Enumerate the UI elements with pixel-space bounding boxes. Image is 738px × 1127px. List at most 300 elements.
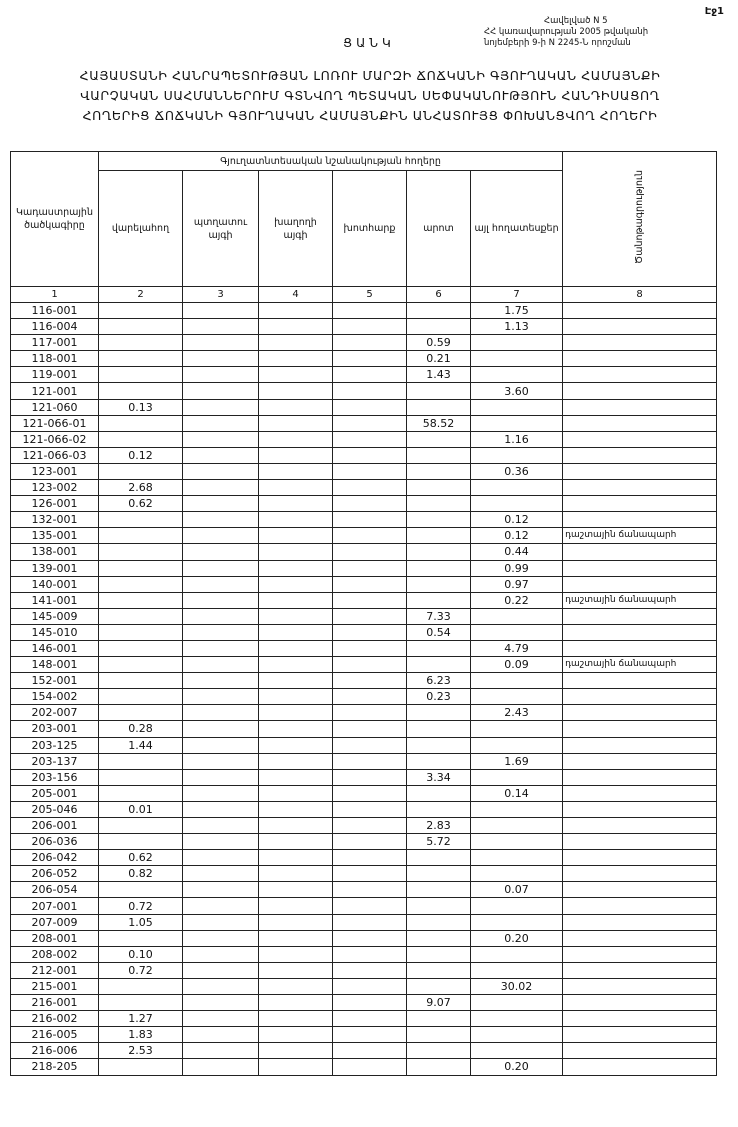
cell-note bbox=[563, 1027, 717, 1043]
cell-vineyard bbox=[259, 882, 333, 898]
cell-pasture bbox=[407, 560, 471, 576]
table-row bbox=[11, 447, 717, 463]
cell-hayfield bbox=[333, 978, 407, 994]
cell-pasture bbox=[407, 801, 471, 817]
cell-note bbox=[563, 882, 717, 898]
cell-vineyard bbox=[259, 834, 333, 850]
cell-note bbox=[563, 480, 717, 496]
column-number: 7 bbox=[471, 287, 563, 303]
cell-hayfield bbox=[333, 399, 407, 415]
cell-code: 216-006 bbox=[11, 1043, 99, 1059]
cell-code: 135-001 bbox=[11, 528, 99, 544]
cell-arable bbox=[99, 624, 183, 640]
cell-vineyard bbox=[259, 335, 333, 351]
header-pasture: արոտ bbox=[407, 171, 471, 287]
cell-other-land: 0.99 bbox=[471, 560, 563, 576]
cell-note bbox=[563, 946, 717, 962]
cell-code: 202-007 bbox=[11, 705, 99, 721]
cell-orchard bbox=[183, 544, 259, 560]
cell-pasture bbox=[407, 930, 471, 946]
header-hayfield: խոտհարք bbox=[333, 171, 407, 287]
cell-hayfield bbox=[333, 721, 407, 737]
cell-pasture bbox=[407, 319, 471, 335]
cell-other-land bbox=[471, 335, 563, 351]
land-table bbox=[10, 151, 717, 1076]
column-number: 4 bbox=[259, 287, 333, 303]
table-row bbox=[11, 480, 717, 496]
cell-arable bbox=[99, 560, 183, 576]
cell-code: 145-009 bbox=[11, 608, 99, 624]
cell-arable bbox=[99, 657, 183, 673]
cell-other-land: 30.02 bbox=[471, 978, 563, 994]
table-row bbox=[11, 399, 717, 415]
cell-arable bbox=[99, 592, 183, 608]
cell-hayfield bbox=[333, 480, 407, 496]
cell-vineyard bbox=[259, 480, 333, 496]
cell-code: 138-001 bbox=[11, 544, 99, 560]
cell-vineyard bbox=[259, 512, 333, 528]
cell-vineyard bbox=[259, 946, 333, 962]
cell-other-land bbox=[471, 399, 563, 415]
cell-code: 118-001 bbox=[11, 351, 99, 367]
cell-other-land: 0.20 bbox=[471, 930, 563, 946]
cell-arable bbox=[99, 1059, 183, 1075]
table-row bbox=[11, 431, 717, 447]
cell-note bbox=[563, 818, 717, 834]
cell-code: 146-001 bbox=[11, 640, 99, 656]
cell-orchard bbox=[183, 1043, 259, 1059]
cell-orchard bbox=[183, 1059, 259, 1075]
cell-hayfield bbox=[333, 512, 407, 528]
cell-other-land: 1.75 bbox=[471, 303, 563, 319]
cell-pasture bbox=[407, 383, 471, 399]
cell-arable bbox=[99, 608, 183, 624]
cell-note bbox=[563, 930, 717, 946]
cell-hayfield bbox=[333, 866, 407, 882]
cell-code: 206-052 bbox=[11, 866, 99, 882]
cell-vineyard bbox=[259, 850, 333, 866]
cell-vineyard bbox=[259, 1043, 333, 1059]
cell-other-land bbox=[471, 496, 563, 512]
cell-pasture bbox=[407, 431, 471, 447]
table-row bbox=[11, 351, 717, 367]
cell-other-land: 1.13 bbox=[471, 319, 563, 335]
cell-other-land: 0.97 bbox=[471, 576, 563, 592]
cell-hayfield bbox=[333, 1059, 407, 1075]
cell-hayfield bbox=[333, 962, 407, 978]
cell-arable bbox=[99, 335, 183, 351]
cell-code: 203-156 bbox=[11, 769, 99, 785]
cell-code: 116-004 bbox=[11, 319, 99, 335]
cell-hayfield bbox=[333, 673, 407, 689]
table-row bbox=[11, 801, 717, 817]
cell-other-land bbox=[471, 962, 563, 978]
cell-orchard bbox=[183, 624, 259, 640]
cell-pasture: 0.23 bbox=[407, 689, 471, 705]
cell-note bbox=[563, 673, 717, 689]
cell-pasture bbox=[407, 721, 471, 737]
cell-code: 121-066-03 bbox=[11, 447, 99, 463]
cell-arable bbox=[99, 705, 183, 721]
table-row bbox=[11, 914, 717, 930]
cell-other-land bbox=[471, 1011, 563, 1027]
cell-note: դաշտային ճանապարհ bbox=[563, 592, 717, 608]
cell-arable: 1.83 bbox=[99, 1027, 183, 1043]
cell-arable: 0.62 bbox=[99, 850, 183, 866]
table-row bbox=[11, 705, 717, 721]
cell-code: 206-001 bbox=[11, 818, 99, 834]
cell-other-land: 0.14 bbox=[471, 785, 563, 801]
cell-hayfield bbox=[333, 801, 407, 817]
cell-code: 203-125 bbox=[11, 737, 99, 753]
cell-pasture bbox=[407, 657, 471, 673]
table-row bbox=[11, 673, 717, 689]
cell-pasture bbox=[407, 850, 471, 866]
cell-arable: 1.05 bbox=[99, 914, 183, 930]
table-row bbox=[11, 866, 717, 882]
cell-vineyard bbox=[259, 1027, 333, 1043]
cell-hayfield bbox=[333, 528, 407, 544]
cell-hayfield bbox=[333, 995, 407, 1011]
cell-hayfield bbox=[333, 415, 407, 431]
cell-orchard bbox=[183, 818, 259, 834]
table-row bbox=[11, 1011, 717, 1027]
cell-note bbox=[563, 367, 717, 383]
table-row bbox=[11, 592, 717, 608]
cell-orchard bbox=[183, 946, 259, 962]
cell-arable bbox=[99, 431, 183, 447]
cell-pasture: 7.33 bbox=[407, 608, 471, 624]
column-number: 3 bbox=[183, 287, 259, 303]
cell-other-land: 0.12 bbox=[471, 528, 563, 544]
cell-arable: 1.44 bbox=[99, 737, 183, 753]
cell-note: դաշտային ճանապարհ bbox=[563, 528, 717, 544]
cell-note bbox=[563, 705, 717, 721]
cell-other-land: 3.60 bbox=[471, 383, 563, 399]
cell-hayfield bbox=[333, 560, 407, 576]
cell-arable: 0.10 bbox=[99, 946, 183, 962]
cell-note bbox=[563, 415, 717, 431]
cell-vineyard bbox=[259, 608, 333, 624]
cell-orchard bbox=[183, 560, 259, 576]
column-number: 8 bbox=[563, 287, 717, 303]
cell-vineyard bbox=[259, 978, 333, 994]
cell-orchard bbox=[183, 769, 259, 785]
column-number: 6 bbox=[407, 287, 471, 303]
cell-hayfield bbox=[333, 463, 407, 479]
cell-note bbox=[563, 769, 717, 785]
cell-hayfield bbox=[333, 319, 407, 335]
cell-pasture bbox=[407, 447, 471, 463]
cell-vineyard bbox=[259, 995, 333, 1011]
title-line-3: ՀՈՂԵՐԻՑ ՃՈՃԿԱՆԻ ԳՅՈՒՂԱԿԱՆ ՀԱՄԱՅՆՔԻՆ ԱՆՀԱՏՈՒՅՑ ՓՈԽԱՆՑՎՈՂ ՀՈՂԵՐԻ bbox=[82, 108, 658, 123]
cell-note bbox=[563, 914, 717, 930]
table-row bbox=[11, 737, 717, 753]
cell-arable: 0.12 bbox=[99, 447, 183, 463]
cell-note bbox=[563, 463, 717, 479]
cell-other-land: 4.79 bbox=[471, 640, 563, 656]
table-row bbox=[11, 528, 717, 544]
cell-note bbox=[563, 383, 717, 399]
cell-orchard bbox=[183, 930, 259, 946]
column-number: 5 bbox=[333, 287, 407, 303]
cell-arable bbox=[99, 415, 183, 431]
cell-other-land: 0.07 bbox=[471, 882, 563, 898]
cell-pasture bbox=[407, 785, 471, 801]
cell-hayfield bbox=[333, 946, 407, 962]
cell-note bbox=[563, 689, 717, 705]
cell-hayfield bbox=[333, 689, 407, 705]
cell-hayfield bbox=[333, 367, 407, 383]
cell-other-land bbox=[471, 367, 563, 383]
cell-orchard bbox=[183, 592, 259, 608]
table-row bbox=[11, 560, 717, 576]
cell-arable bbox=[99, 463, 183, 479]
table-row bbox=[11, 962, 717, 978]
cell-orchard bbox=[183, 689, 259, 705]
cell-vineyard bbox=[259, 930, 333, 946]
cell-vineyard bbox=[259, 657, 333, 673]
cell-pasture: 0.21 bbox=[407, 351, 471, 367]
cell-orchard bbox=[183, 1027, 259, 1043]
cell-pasture bbox=[407, 480, 471, 496]
cell-note bbox=[563, 995, 717, 1011]
cell-orchard bbox=[183, 721, 259, 737]
cell-hayfield bbox=[333, 640, 407, 656]
cell-orchard bbox=[183, 801, 259, 817]
cell-orchard bbox=[183, 753, 259, 769]
cell-code: 216-002 bbox=[11, 1011, 99, 1027]
cell-code: 140-001 bbox=[11, 576, 99, 592]
cell-hayfield bbox=[333, 544, 407, 560]
cell-code: 206-042 bbox=[11, 850, 99, 866]
cell-vineyard bbox=[259, 528, 333, 544]
cell-hayfield bbox=[333, 335, 407, 351]
cell-arable bbox=[99, 995, 183, 1011]
cell-orchard bbox=[183, 431, 259, 447]
cell-pasture bbox=[407, 512, 471, 528]
cell-code: 212-001 bbox=[11, 962, 99, 978]
cell-hayfield bbox=[333, 447, 407, 463]
cell-arable bbox=[99, 319, 183, 335]
cell-vineyard bbox=[259, 463, 333, 479]
cell-other-land bbox=[471, 801, 563, 817]
cell-hayfield bbox=[333, 576, 407, 592]
cell-vineyard bbox=[259, 962, 333, 978]
cell-vineyard bbox=[259, 496, 333, 512]
cell-vineyard bbox=[259, 818, 333, 834]
cell-arable bbox=[99, 930, 183, 946]
cell-note bbox=[563, 512, 717, 528]
cell-code: 132-001 bbox=[11, 512, 99, 528]
table-row bbox=[11, 753, 717, 769]
title-line-2: ՎԱՐՉԱԿԱՆ ՍԱՀՄԱՆՆԵՐՈՒՄ ԳՏՆՎՈՂ ՊԵՏԱԿԱՆ ՍԵՓԱԿԱՆՈՒԹՅՈՒՆ ՀԱՆԴԻՍԱՑՈՂ bbox=[80, 88, 660, 103]
cell-orchard bbox=[183, 528, 259, 544]
cell-other-land bbox=[471, 818, 563, 834]
cell-hayfield bbox=[333, 383, 407, 399]
cell-code: 121-001 bbox=[11, 383, 99, 399]
cell-orchard bbox=[183, 399, 259, 415]
column-numbers-row bbox=[11, 287, 717, 303]
cell-orchard bbox=[183, 303, 259, 319]
cell-orchard bbox=[183, 914, 259, 930]
cell-vineyard bbox=[259, 753, 333, 769]
table-row bbox=[11, 496, 717, 512]
cell-pasture bbox=[407, 496, 471, 512]
cell-hayfield bbox=[333, 737, 407, 753]
cell-vineyard bbox=[259, 721, 333, 737]
table-row bbox=[11, 335, 717, 351]
cell-note bbox=[563, 898, 717, 914]
table-row bbox=[11, 834, 717, 850]
cell-arable bbox=[99, 818, 183, 834]
cell-vineyard bbox=[259, 576, 333, 592]
document-heading: ՑԱՆԿ bbox=[343, 36, 395, 50]
cell-code: 141-001 bbox=[11, 592, 99, 608]
cell-orchard bbox=[183, 383, 259, 399]
table-row bbox=[11, 415, 717, 431]
cell-pasture bbox=[407, 463, 471, 479]
cell-other-land bbox=[471, 737, 563, 753]
cell-code: 121-066-01 bbox=[11, 415, 99, 431]
cell-orchard bbox=[183, 319, 259, 335]
cell-orchard bbox=[183, 1011, 259, 1027]
cell-code: 117-001 bbox=[11, 335, 99, 351]
cell-arable bbox=[99, 785, 183, 801]
table-row bbox=[11, 721, 717, 737]
table-row bbox=[11, 818, 717, 834]
annex-line-2: ՀՀ կառավարության 2005 թվականի bbox=[484, 27, 649, 37]
cell-pasture: 2.83 bbox=[407, 818, 471, 834]
cell-other-land bbox=[471, 721, 563, 737]
cell-note bbox=[563, 737, 717, 753]
cell-pasture bbox=[407, 978, 471, 994]
cell-orchard bbox=[183, 480, 259, 496]
cell-other-land bbox=[471, 415, 563, 431]
cell-pasture bbox=[407, 705, 471, 721]
cell-hayfield bbox=[333, 1011, 407, 1027]
cell-orchard bbox=[183, 673, 259, 689]
cell-vineyard bbox=[259, 399, 333, 415]
cell-other-land bbox=[471, 447, 563, 463]
cell-orchard bbox=[183, 850, 259, 866]
cell-other-land: 1.69 bbox=[471, 753, 563, 769]
cell-vineyard bbox=[259, 737, 333, 753]
cell-arable bbox=[99, 367, 183, 383]
annex-line-1: Հավելված N 5 bbox=[544, 16, 608, 26]
cell-hayfield bbox=[333, 753, 407, 769]
cell-vineyard bbox=[259, 705, 333, 721]
table-row bbox=[11, 1043, 717, 1059]
cell-arable bbox=[99, 978, 183, 994]
cell-code: 218-205 bbox=[11, 1059, 99, 1075]
cell-other-land bbox=[471, 351, 563, 367]
cell-note bbox=[563, 544, 717, 560]
cell-code: 123-002 bbox=[11, 480, 99, 496]
cell-note bbox=[563, 319, 717, 335]
table-row bbox=[11, 608, 717, 624]
cell-note bbox=[563, 978, 717, 994]
cell-orchard bbox=[183, 834, 259, 850]
cell-orchard bbox=[183, 657, 259, 673]
document-title bbox=[20, 66, 720, 126]
cell-note bbox=[563, 608, 717, 624]
cell-vineyard bbox=[259, 447, 333, 463]
cell-code: 126-001 bbox=[11, 496, 99, 512]
cell-hayfield bbox=[333, 705, 407, 721]
cell-arable: 0.62 bbox=[99, 496, 183, 512]
cell-orchard bbox=[183, 335, 259, 351]
table-row bbox=[11, 769, 717, 785]
cell-orchard bbox=[183, 978, 259, 994]
cell-orchard bbox=[183, 898, 259, 914]
cell-vineyard bbox=[259, 303, 333, 319]
cell-orchard bbox=[183, 866, 259, 882]
cell-other-land bbox=[471, 624, 563, 640]
cell-code: 203-137 bbox=[11, 753, 99, 769]
header-orchard: պտղատու այգի bbox=[183, 171, 259, 287]
cell-other-land bbox=[471, 1043, 563, 1059]
cell-pasture: 9.07 bbox=[407, 995, 471, 1011]
cell-hayfield bbox=[333, 1043, 407, 1059]
cell-pasture bbox=[407, 544, 471, 560]
cell-note bbox=[563, 351, 717, 367]
cell-pasture bbox=[407, 1043, 471, 1059]
cell-arable bbox=[99, 882, 183, 898]
cell-arable bbox=[99, 351, 183, 367]
table-row bbox=[11, 624, 717, 640]
cell-note bbox=[563, 560, 717, 576]
cell-vineyard bbox=[259, 383, 333, 399]
cell-orchard bbox=[183, 512, 259, 528]
cell-note bbox=[563, 962, 717, 978]
cell-note bbox=[563, 785, 717, 801]
cell-pasture: 5.72 bbox=[407, 834, 471, 850]
table-row bbox=[11, 367, 717, 383]
cell-vineyard bbox=[259, 544, 333, 560]
cell-pasture bbox=[407, 303, 471, 319]
table-row bbox=[11, 785, 717, 801]
cell-arable: 0.01 bbox=[99, 801, 183, 817]
cell-pasture bbox=[407, 1059, 471, 1075]
cell-orchard bbox=[183, 785, 259, 801]
table-row bbox=[11, 512, 717, 528]
cell-other-land bbox=[471, 769, 563, 785]
cell-hayfield bbox=[333, 898, 407, 914]
table-row bbox=[11, 946, 717, 962]
cell-note bbox=[563, 1059, 717, 1075]
column-number: 2 bbox=[99, 287, 183, 303]
cell-pasture: 6.23 bbox=[407, 673, 471, 689]
cell-vineyard bbox=[259, 319, 333, 335]
cell-orchard bbox=[183, 640, 259, 656]
cell-arable bbox=[99, 689, 183, 705]
cell-arable bbox=[99, 769, 183, 785]
cell-arable bbox=[99, 528, 183, 544]
cell-hayfield bbox=[333, 608, 407, 624]
cell-code: 205-001 bbox=[11, 785, 99, 801]
cell-code: 121-060 bbox=[11, 399, 99, 415]
cell-note: դաշտային ճանապարհ bbox=[563, 657, 717, 673]
cell-pasture bbox=[407, 898, 471, 914]
cell-other-land: 0.20 bbox=[471, 1059, 563, 1075]
cell-code: 215-001 bbox=[11, 978, 99, 994]
table-row bbox=[11, 303, 717, 319]
cell-note bbox=[563, 640, 717, 656]
cell-hayfield bbox=[333, 1027, 407, 1043]
cell-orchard bbox=[183, 496, 259, 512]
cell-pasture bbox=[407, 962, 471, 978]
